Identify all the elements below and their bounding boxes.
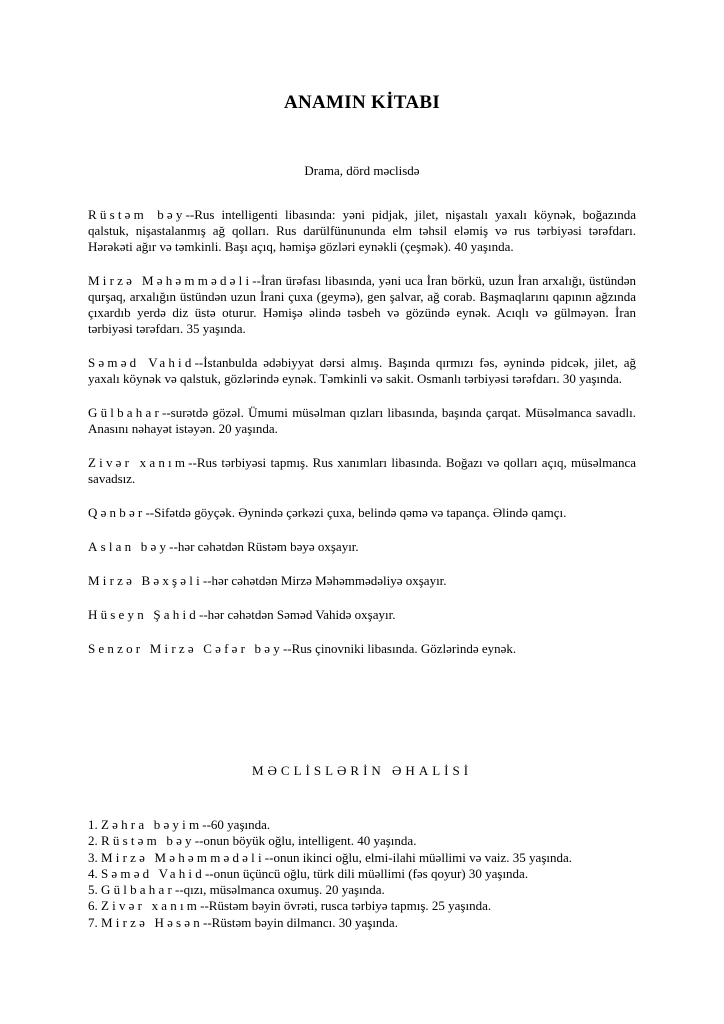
character-name: Rüstəm bəy <box>88 207 186 222</box>
cast-name: Səməd Vahid <box>101 865 205 881</box>
character-entry <box>88 573 636 589</box>
character-description: --hər cəhətdən Mirzə Məhəmmədəliyə oxşayır. <box>202 573 447 588</box>
cast-list-item <box>88 898 636 914</box>
character-entry <box>88 355 636 387</box>
character-description: --Sifətdə göyçək. Əynində çərkəzi çuxa, belində qəmə və tapança. Əlində qamçı. <box>145 505 567 520</box>
cast-list-item <box>88 833 636 849</box>
character-name: Senzor Mirzə Cəfər bəy <box>88 641 283 656</box>
cast-description: --onun ikinci oğlu, elmi-ilahi müəllimi və vaiz. 35 yaşında. <box>264 849 573 865</box>
character-entry <box>88 455 636 487</box>
character-description: --İstanbulda ədəbiyyat dərsi almış. Başında qırmızı fəs, əynində pidcək, jilet, ağ yaxalı köynək və qalstuk, gözlərində eynək. Təmkinli və sakit. Osmanlı tərbiyəsi tərəfdarı. 30 yaşında. <box>88 355 636 386</box>
cast-number: 4. <box>88 865 98 881</box>
cast-number: 7. <box>88 914 98 930</box>
character-description: --Rus intelligenti libasında: yəni pidjak, jilet, nişastalı yaxalı köynək, boğazında qalstuk, nişastalanmış ağ qolları. Rus darülfünununda elm təhsil eləmiş və rus tərbiyəsi tərəfdarı. Hərəkəti ağır və təmkinli. Başı açıq, həmişə gözləri eynəkli (çeşmək). 40 yaşında. <box>88 207 636 254</box>
cast-number: 1. <box>88 817 98 832</box>
cast-name: Zəhra bəyim <box>101 817 203 832</box>
character-entry <box>88 405 636 437</box>
cast-name: Mirzə Həsən <box>101 914 203 930</box>
cast-list-item <box>88 850 636 866</box>
character-entry <box>88 273 636 337</box>
cast-list-item <box>88 817 636 833</box>
cast-name: Zivər xanım <box>101 898 201 914</box>
cast-description: --60 yaşında. <box>202 817 271 832</box>
cast-number: 2. <box>88 833 98 849</box>
character-name: Gülbahar <box>88 405 162 420</box>
cast-description: --onun üçüncü oğlu, türk dili müəllimi (fəs qoyur) 30 yaşında. <box>204 865 529 881</box>
cast-name: Gülbahar <box>101 882 175 898</box>
cast-number: 5. <box>88 882 98 898</box>
character-description: --İran ürəfası libasında, yəni uca İran börkü, uzun İran arxalığı, üstündən qurşaq, arxalığın üstündən uzun İrani çuxa (geymə), gen şalvar, ağ corab. Başmaqlarını qapının ağzında çıxardıb yerdə diz üstə oturur. Həmişə əlində təsbeh və gözündə eynək. Acıqlı və gülməyən. İran tərbiyəsi tərəfdarı. 35 yaşında. <box>88 273 636 336</box>
character-entry <box>88 505 636 521</box>
character-name: Hüseyn Şahid <box>88 607 199 622</box>
cast-number: 3. <box>88 849 98 865</box>
play-subtitle: Drama, dörd məclisdə <box>304 163 420 178</box>
character-name: Mirzə Bəxşəli <box>88 573 203 588</box>
cast-list <box>88 817 636 931</box>
cast-name: Rüstəm bəy <box>101 833 195 849</box>
character-name: Aslan bəy <box>88 539 170 554</box>
cast-description: --qızı, müsəlmanca oxumuş. 20 yaşında. <box>174 882 385 898</box>
cast-list-item <box>88 866 636 882</box>
character-entry <box>88 207 636 255</box>
cast-description: --Rüstəm bəyin övrəti, rusca tərbiyə tapmış. 25 yaşında. <box>200 898 492 914</box>
cast-description: --onun böyük oğlu, intelligent. 40 yaşında. <box>194 833 417 849</box>
character-description: --hər cəhətdən Rüstəm bəyə oxşayır. <box>169 539 359 554</box>
character-description: --Rus çinovniki libasında. Gözlərində eynək. <box>282 641 517 656</box>
cast-name: Mirzə Məhəmmədəli <box>101 849 265 865</box>
character-descriptions <box>88 207 636 675</box>
character-name: Qənbər <box>88 505 146 520</box>
character-entry <box>88 641 636 657</box>
character-entry <box>88 607 636 623</box>
character-description: --surətdə gözəl. Ümumi müsəlman qızları libasında, başında çarqat. Müsəlmanca savadlı. Anasını nəhayət istəyən. 20 yaşında. <box>88 405 636 436</box>
cast-number: 6. <box>88 898 98 914</box>
character-name: Səməd Vahid <box>88 355 195 370</box>
cast-description: --Rüstəm bəyin dilmancı. 30 yaşında. <box>202 914 398 930</box>
character-name: Mirzə Məhəmmədəli <box>88 273 253 288</box>
character-description: --Rus tərbiyəsi tapmış. Rus xanımları libasında. Boğazı və qolları açıq, müsəlmanca savadsız. <box>88 455 636 486</box>
cast-list-item <box>88 915 636 931</box>
character-entry <box>88 539 636 555</box>
play-title: ANAMIN KİTABI <box>283 92 441 113</box>
character-description: --hər cəhətdən Səməd Vahidə oxşayır. <box>198 607 396 622</box>
section-heading: MƏCLİSLƏRİN ƏHALİSİ <box>251 763 473 778</box>
character-name: Zivər xanım <box>88 455 189 470</box>
cast-list-item <box>88 882 636 898</box>
